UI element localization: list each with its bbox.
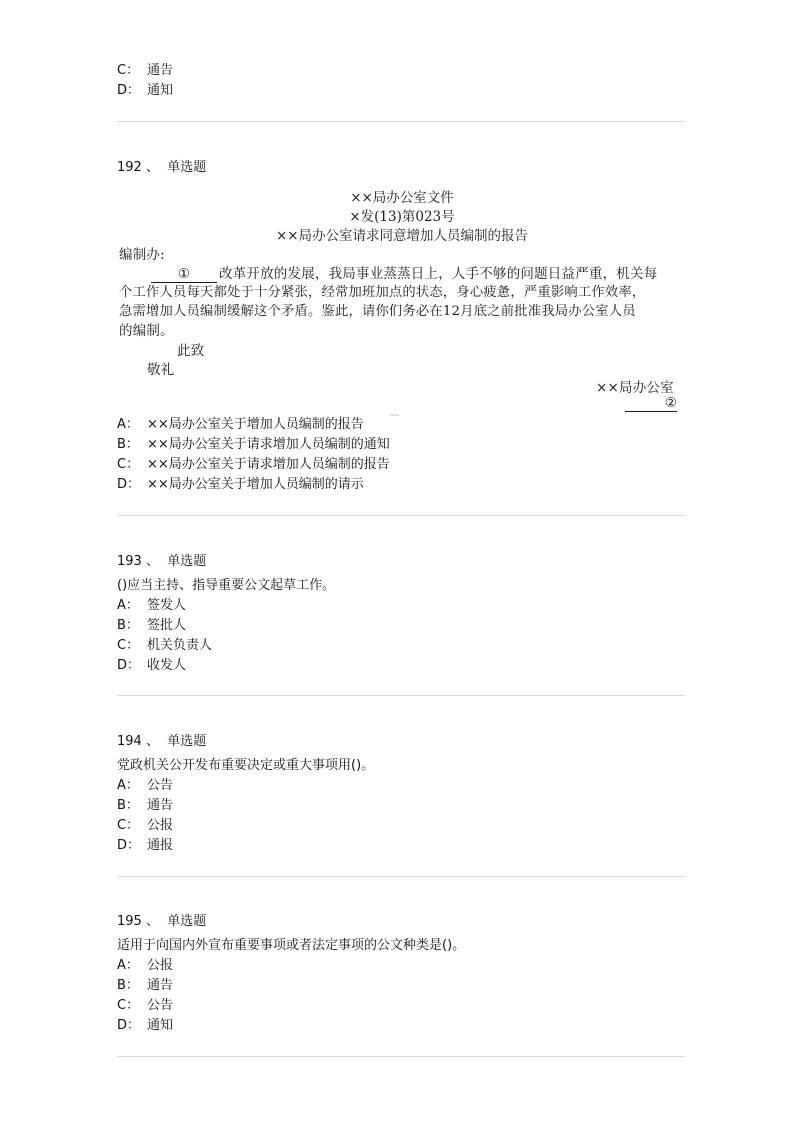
question-type: 单选题 <box>167 160 207 175</box>
question-header <box>117 913 206 931</box>
option-c <box>117 637 212 655</box>
option-letter: D： <box>117 658 141 673</box>
divider <box>117 876 685 877</box>
option-c <box>117 456 390 474</box>
doc-body-text: 改革开放的发展，我局事业蒸蒸日上，人手不够的问题日益严重，机关每 <box>219 266 658 282</box>
option-c <box>117 62 173 80</box>
blank-1: ① <box>151 266 217 283</box>
option-b <box>117 617 186 635</box>
question-header <box>117 553 206 571</box>
option-letter: A： <box>117 598 139 613</box>
option-a <box>117 777 173 795</box>
question-type: 单选题 <box>167 554 207 569</box>
option-letter: B： <box>117 618 139 633</box>
option-text: ××局办公室关于增加人员编制的报告 <box>147 417 364 432</box>
divider <box>117 121 685 122</box>
option-letter: B： <box>117 798 139 813</box>
doc-header-line2: ×发(13)第023号 <box>349 209 455 225</box>
option-text: ××局办公室关于请求增加人员编制的通知 <box>147 437 390 452</box>
doc-body-line1 <box>151 262 657 283</box>
option-c <box>117 817 173 835</box>
doc-closing-2: 敬礼 <box>147 362 175 378</box>
question-stem: 党政机关公开发布重要决定或重大事项用()。 <box>117 758 375 773</box>
option-letter: A： <box>117 417 139 432</box>
question-header <box>117 733 206 751</box>
option-letter: C： <box>117 638 140 653</box>
question-number: 192 、 <box>117 160 159 175</box>
option-letter: A： <box>117 778 139 793</box>
option-d <box>117 476 364 494</box>
blank-2: ② <box>625 395 677 412</box>
option-text: ××局办公室关于请求增加人员编制的报告 <box>147 457 390 472</box>
question-header <box>117 159 206 177</box>
option-letter: C： <box>117 63 140 78</box>
option-letter: C： <box>117 818 140 833</box>
option-text: 公告 <box>147 998 174 1013</box>
option-text: 签发人 <box>147 598 187 613</box>
option-a <box>117 597 186 615</box>
option-letter: D： <box>117 83 141 98</box>
doc-recipient: 编制办: <box>119 247 165 263</box>
question-number: 194 、 <box>117 734 159 749</box>
doc-body-line2: 个工作人员每天都处于十分紧张，经常加班加点的状态，身心疲惫，严重影响工作效率， <box>119 285 646 300</box>
option-b <box>117 797 173 815</box>
option-letter: B： <box>117 437 139 452</box>
option-text: 通知 <box>147 1018 174 1033</box>
doc-body-line3: 急需增加人员编制缓解这个矛盾。鉴此，请你们务必在12月底之前批准我局办公室人员 <box>119 304 636 319</box>
option-letter: A： <box>117 958 139 973</box>
option-a <box>117 416 364 434</box>
doc-title: ××局办公室请求同意增加人员编制的报告 <box>275 228 529 244</box>
question-stem: ()应当主持、指导重要公文起草工作。 <box>117 578 336 593</box>
question-type: 单选题 <box>167 914 207 929</box>
doc-header-line1: ××局办公室文件 <box>350 190 454 206</box>
option-text: 通知 <box>147 83 174 98</box>
doc-body-line4: 的编制。 <box>119 323 174 339</box>
doc-blank-2-row <box>625 395 677 412</box>
option-letter: C： <box>117 998 140 1013</box>
option-text: ××局办公室关于增加人员编制的请示 <box>147 477 364 492</box>
question-stem: 适用于向国内外宣布重要事项或者法定事项的公文种类是()。 <box>117 938 466 953</box>
option-a <box>117 957 173 975</box>
option-text: 通报 <box>147 838 174 853</box>
option-text: 通告 <box>147 63 174 78</box>
option-b <box>117 977 173 995</box>
question-number: 193 、 <box>117 554 159 569</box>
option-letter: D： <box>117 477 141 492</box>
scan-artifact <box>389 414 399 416</box>
option-letter: C： <box>117 457 140 472</box>
divider <box>117 515 685 516</box>
option-text: 签批人 <box>147 618 187 633</box>
option-c <box>117 997 173 1015</box>
option-d <box>117 837 173 855</box>
option-text: 公报 <box>147 818 174 833</box>
doc-signature: ××局办公室 <box>596 380 674 396</box>
scanned-document-image <box>117 184 687 416</box>
doc-closing-1: 此致 <box>177 343 205 359</box>
option-letter: B： <box>117 978 139 993</box>
option-d <box>117 82 173 100</box>
option-text: 通告 <box>147 978 174 993</box>
question-number: 195 、 <box>117 914 159 929</box>
option-text: 通告 <box>147 798 174 813</box>
option-letter: D： <box>117 1018 141 1033</box>
option-b <box>117 436 390 454</box>
option-text: 公报 <box>147 958 174 973</box>
question-type: 单选题 <box>167 734 207 749</box>
option-letter: D： <box>117 838 141 853</box>
option-text: 收发人 <box>147 658 187 673</box>
option-d <box>117 1017 173 1035</box>
divider <box>117 1056 685 1057</box>
option-text: 机关负责人 <box>147 638 213 653</box>
option-text: 公告 <box>147 778 174 793</box>
divider <box>117 695 685 696</box>
option-d <box>117 657 186 675</box>
